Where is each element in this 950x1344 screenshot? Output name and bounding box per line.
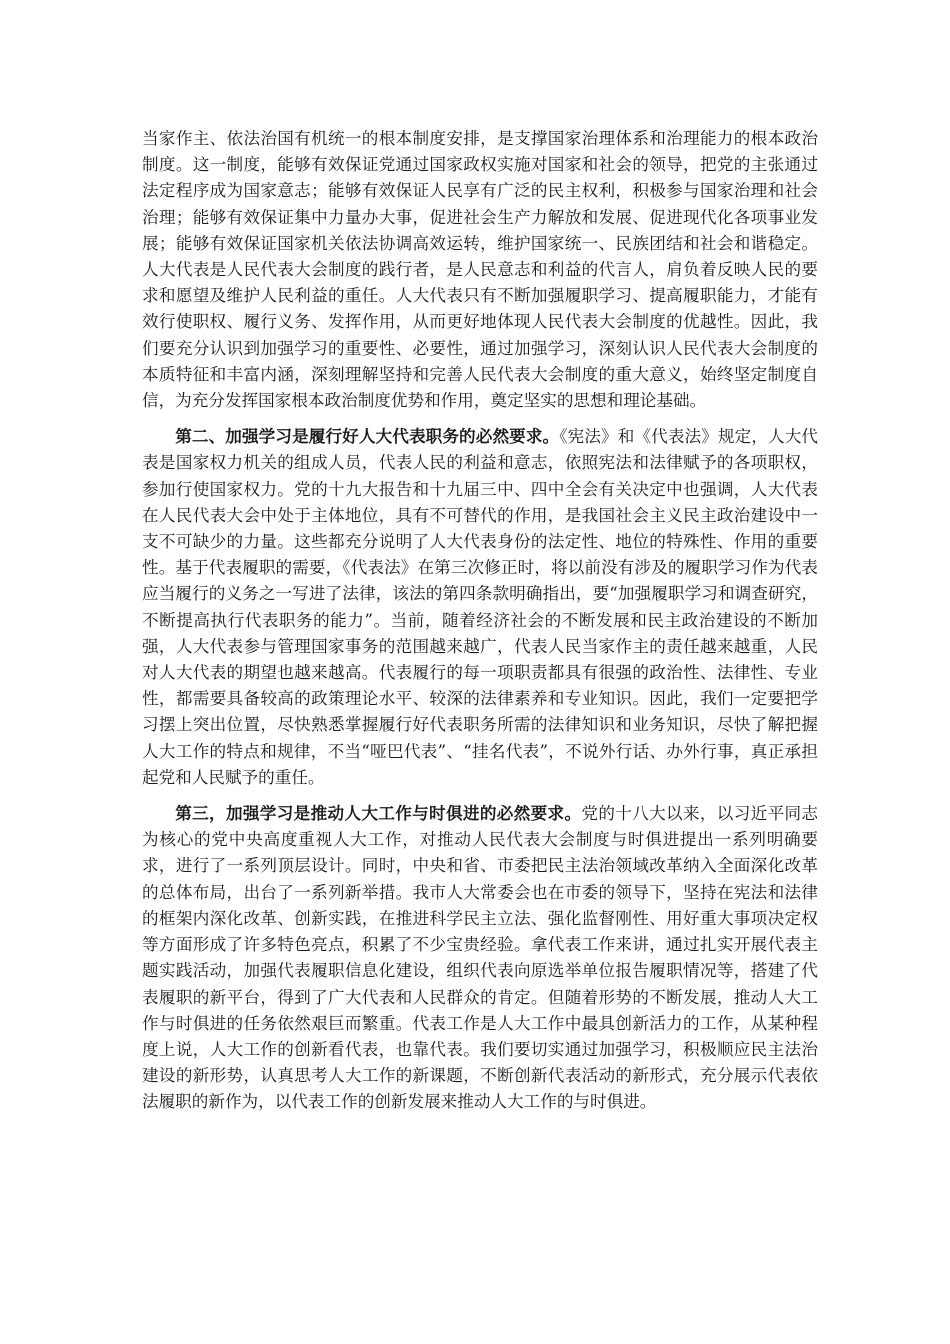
- paragraph-3: [142, 800, 818, 1115]
- document-body: [142, 125, 818, 1116]
- paragraph-3-lead: 第三，加强学习是推动人大工作与时俱进的必然要求。: [175, 803, 582, 824]
- paragraph-2: [142, 423, 818, 791]
- paragraph-2-lead: 第二、加强学习是履行好人大代表职务的必然要求。: [175, 426, 560, 447]
- paragraph-2-text: 《宪法》和《代表法》规定，人大代表是国家权力机关的组成人员，代表人民的利益和意志，依照宪法和法律赋予的各项职权，参加行使国家权力。党的十九大报告和十九届三中、四中全会有关决定中也强调，人大代表在人民代表大会中处于主体地位，具有不可替代的作用，是我国社会主义民主政治建设中一支不可缺少的力量。这些都充分说明了人大代表身份的法定性、地位的特殊性、作用的重要性。基于代表履职的需要，《代表法》在第三次修正时，将以前没有涉及的履职学习作为代表应当履行的义务之一写进了法律，该法的第四条款明确指出，要“加强履职学习和调查研究，不断提高执行代表职务的能力”。当前，随着经济社会的不断发展和民主政治建设的不断加强，人大代表参与管理国家事务的范围越来越广，代表人民当家作主的责任越来越重，人民对人大代表的期望也越来越高。代表履行的每一项职责都具有很强的政治性、法律性、专业性，都需要具备较高的政策理论水平、较深的法律素养和专业知识。因此，我们一定要把学习摆上突出位置，尽快熟悉掌握履行好代表职务所需的法律知识和业务知识，尽快了解把握人大工作的特点和规律，不当“哑巴代表”、“挂名代表”，不说外行话、办外行事，真正承担起党和人民赋予的重任。: [142, 427, 819, 787]
- paragraph-3-text: 党的十八大以来，以习近平同志为核心的党中央高度重视人大工作，对推动人民代表大会制度与时俱进提出一系列明确要求，进行了一系列顶层设计。同时，中央和省、市委把民主法治领域改革纳入全面深化改革的总体布局，出台了一系列新举措。我市人大常委会也在市委的领导下，坚持在宪法和法律的框架内深化改革、创新实践，在推进科学民主立法、强化监督刚性、用好重大事项决定权等方面形成了许多特色亮点，积累了不少宝贵经验。拿代表工作来讲，通过扎实开展代表主题实践活动，加强代表履职信息化建设，组织代表向原选举单位报告履职情况等，搭建了代表履职的新平台，得到了广大代表和人民群众的肯定。但随着形势的不断发展，推动人大工作与时俱进的任务依然艰巨而繁重。代表工作是人大工作中最具创新活力的工作，从某种程度上说，人大工作的创新看代表，也靠代表。我们要切实通过加强学习，积极顺应民主法治建设的新形势，认真思考人大工作的新课题，不断创新代表活动的新形式，充分展示代表依法履职的新作为，以代表工作的创新发展来推动人大工作的与时俱进。: [142, 804, 819, 1112]
- paragraph-1-text: 当家作主、依法治国有机统一的根本制度安排，是支撑国家治理体系和治理能力的根本政治制度。这一制度，能够有效保证党通过国家政权实施对国家和社会的领导，把党的主张通过法定程序成为国家意志；能够有效保证人民享有广泛的民主权利，积极参与国家治理和社会治理；能够有效保证集中力量办大事，促进社会生产力解放和发展、促进现代化各项事业发展；能够有效保证国家机关依法协调高效运转，维护国家统一、民族团结和社会和谐稳定。人大代表是人民代表大会制度的践行者，是人民意志和利益的代言人，肩负着反映人民的要求和愿望及维护人民利益的重任。人大代表只有不断加强履职学习、提高履职能力，才能有效行使职权、履行义务、发挥作用，从而更好地体现人民代表大会制度的优越性。因此，我们要充分认识到加强学习的重要性、必要性，通过加强学习，深刻认识人民代表大会制度的本质特征和丰富内涵，深刻理解坚持和完善人民代表大会制度的重大意义，始终坚定制度自信，为充分发挥国家根本政治制度优势和作用，奠定坚实的思想和理论基础。: [142, 129, 818, 411]
- paragraph-1: [142, 125, 818, 414]
